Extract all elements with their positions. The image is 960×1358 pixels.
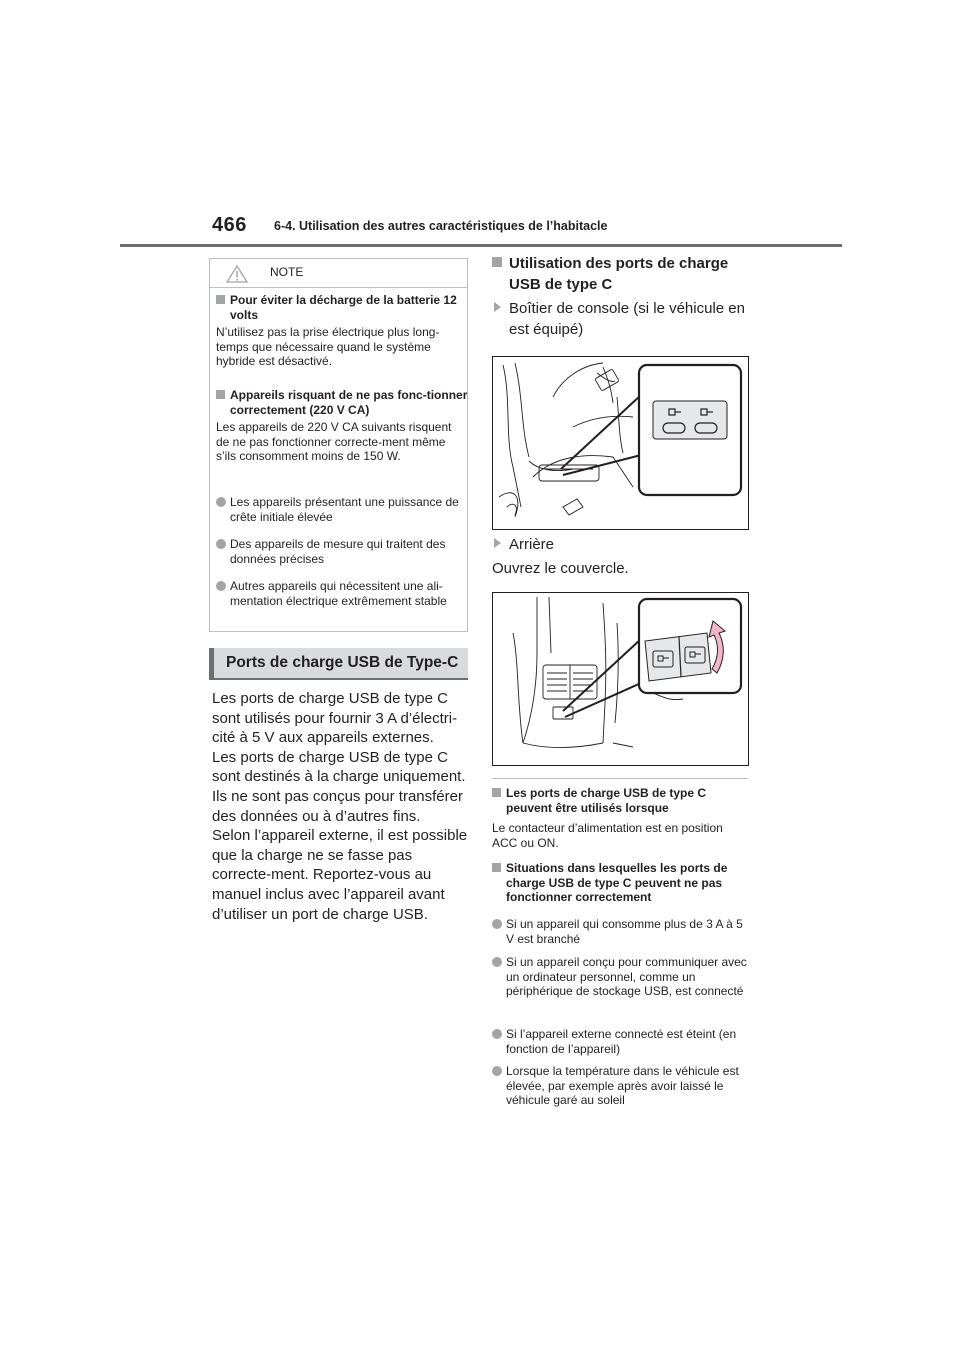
note-right-bullet: Si un appareil qui consomme plus de 3 A à 5 V est branché: [492, 917, 748, 946]
header-rule: [120, 244, 842, 247]
note-right-2-title: Situations dans lesquelles les ports de charge USB de type C peuvent ne pas fonctionner correctement: [492, 861, 748, 905]
usage-item-rear-text: Ouvrez le couvercle.: [492, 560, 629, 577]
round-bullet-icon: [216, 539, 226, 549]
note-section1-title: Pour éviter la décharge de la batterie 12 volts: [216, 293, 474, 322]
note-header: [210, 259, 467, 288]
body-paragraph: Les ports de charge USB de type C sont utilisés pour fournir 3 A d’électri-cité à 5 V aux appareils externes.: [212, 690, 458, 747]
note-bullet: Des appareils de mesure qui traitent des données précises: [216, 537, 474, 566]
page-number: 466: [212, 214, 247, 236]
usage-heading: Utilisation des ports de charge USB de type C: [492, 253, 748, 295]
rear-usb-illustration: [492, 592, 749, 766]
section-title: Ports de charge USB de Type-C: [226, 654, 459, 671]
body-paragraph: Selon l’appareil externe, il est possible que la charge ne se fasse pas correcte-ment. Reportez-vous au manuel inclus avec l’appareil avant d’utiliser un port de charge USB.: [212, 827, 468, 923]
note-box: [209, 258, 468, 632]
square-bullet-icon: [492, 257, 502, 267]
triangle-bullet-icon: [494, 302, 501, 312]
note-label: NOTE: [270, 265, 304, 279]
square-bullet-icon: [492, 788, 501, 797]
note-right-1-text: Le contacteur d’alimentation est en position ACC ou ON.: [492, 821, 723, 850]
note-right-bullet: Si l’appareil externe connecté est éteint (en fonction de l’appareil): [492, 1027, 748, 1056]
body-paragraph: Les ports de charge USB de type C sont destinés à la charge uniquement. Ils ne sont pas conçus pour transférer des données ou à d’autres fins.: [212, 748, 466, 825]
note-section2-text: Les appareils de 220 V CA suivants risquent de ne pas fonctionner correcte-ment même s’ils consomment moins de 150 W.: [216, 420, 452, 463]
note-section2-title: Appareils risquant de ne pas fonc-tionner correctement (220 V CA): [216, 388, 474, 417]
console-usb-drawing: [493, 357, 748, 529]
round-bullet-icon: [492, 957, 502, 967]
note-bullet: Les appareils présentant une puissance de crête initiale élevée: [216, 495, 474, 524]
square-bullet-icon: [492, 863, 501, 872]
note-right-1-title: Les ports de charge USB de type C peuvent être utilisés lorsque: [492, 786, 748, 815]
triangle-bullet-icon: [494, 538, 501, 548]
divider: [492, 778, 748, 779]
chapter-title: 6-4. Utilisation des autres caractéristiques de l’habitacle: [274, 219, 608, 233]
note-section1-text: N’utilisez pas la prise électrique plus long-temps que nécessaire quand le système hybride est désactivé.: [216, 325, 440, 368]
note-right-bullet: Lorsque la température dans le véhicule est élevée, par exemple après avoir laissé le véhicule garé au soleil: [492, 1064, 748, 1108]
round-bullet-icon: [216, 581, 226, 591]
console-usb-illustration: [492, 356, 749, 530]
square-bullet-icon: [216, 390, 225, 399]
round-bullet-icon: [492, 1066, 502, 1076]
note-bullet: Autres appareils qui nécessitent une ali-mentation électrique extrêmement stable: [216, 579, 474, 608]
note-right-bullet: Si un appareil conçu pour communiquer avec un ordinateur personnel, comme un périphérique de stockage USB, est connecté: [492, 955, 748, 999]
usb-port-cover: [645, 633, 711, 681]
square-bullet-icon: [216, 295, 225, 304]
round-bullet-icon: [216, 497, 226, 507]
warning-triangle-icon: [226, 265, 248, 283]
usage-item-rear: Arrière: [492, 534, 748, 555]
section-heading: [209, 648, 468, 680]
round-bullet-icon: [492, 919, 502, 929]
usage-item-console: Boîtier de console (si le véhicule en est équipé): [492, 298, 748, 340]
rear-usb-drawing: [493, 593, 748, 765]
section-body: [212, 689, 468, 924]
round-bullet-icon: [492, 1029, 502, 1039]
